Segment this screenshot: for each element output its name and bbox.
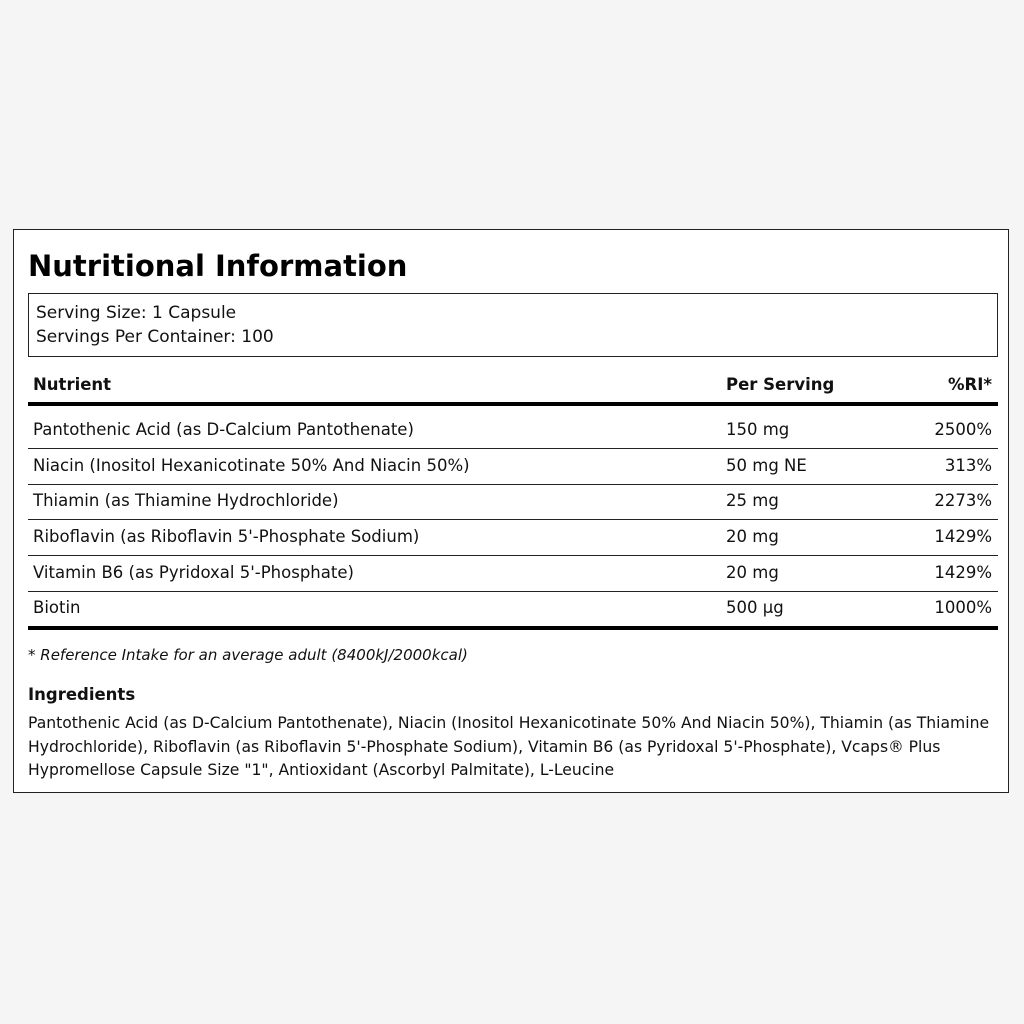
per-serving-value: 500 µg — [726, 598, 784, 618]
table-body — [28, 406, 998, 630]
ri-value: 2273% — [934, 491, 992, 511]
header-per-serving: Per Serving — [726, 375, 835, 394]
per-serving-value: 20 mg — [726, 527, 779, 547]
nutrient-name: Pantothenic Acid (as D-Calcium Pantothenate) — [33, 420, 414, 439]
servings-per-container: Servings Per Container: 100 — [36, 327, 274, 347]
panel-title: Nutritional Information — [28, 249, 408, 283]
per-serving-value: 50 mg NE — [726, 455, 807, 475]
table-row — [28, 449, 998, 485]
per-serving-value: 150 mg — [726, 420, 790, 439]
nutrient-table — [28, 366, 998, 630]
table-row — [28, 406, 998, 449]
ri-value: 1429% — [934, 562, 992, 582]
nutrient-name: Thiamin (as Thiamine Hydrochloride) — [33, 491, 339, 511]
table-row — [28, 485, 998, 521]
ri-value: 313% — [944, 455, 992, 475]
ri-value: 1000% — [934, 598, 992, 618]
ri-value: 1429% — [934, 527, 992, 547]
serving-info-box — [28, 293, 998, 357]
serving-size: Serving Size: 1 Capsule — [36, 303, 237, 323]
header-ri: %RI* — [947, 375, 992, 394]
nutrient-name: Vitamin B6 (as Pyridoxal 5'-Phosphate) — [33, 562, 354, 582]
nutrition-panel — [13, 229, 1009, 793]
nutrient-name: Niacin (Inositol Hexanicotinate 50% And Niacin 50%) — [33, 455, 470, 475]
table-row — [28, 592, 998, 631]
table-header-row — [28, 366, 998, 406]
per-serving-value: 20 mg — [726, 562, 779, 582]
nutrient-name: Riboflavin (as Riboflavin 5'-Phosphate Sodium) — [33, 527, 420, 547]
table-row — [28, 556, 998, 592]
ri-value: 2500% — [934, 420, 992, 439]
per-serving-value: 25 mg — [726, 491, 779, 511]
header-nutrient: Nutrient — [33, 375, 112, 394]
table-row — [28, 520, 998, 556]
reference-intake-footnote: * Reference Intake for an average adult (8400kJ/2000kcal) — [28, 646, 468, 664]
ingredients-text: Pantothenic Acid (as D-Calcium Pantothenate), Niacin (Inositol Hexanicotinate 50% And Niacin 50%), Thiamin (as Thiamine Hydrochloride), Riboflavin (as Riboflavin 5'-Phosphate Sodium), Vitamin B6 (as Pyridoxal 5'-Phosphate), Vcaps® Plus Hypromellose Capsule Size "1", Antioxidant (Ascorbyl Palmitate), L-Leucine — [28, 714, 990, 779]
ingredients-heading: Ingredients — [28, 685, 136, 704]
nutrient-name: Biotin — [33, 598, 81, 618]
